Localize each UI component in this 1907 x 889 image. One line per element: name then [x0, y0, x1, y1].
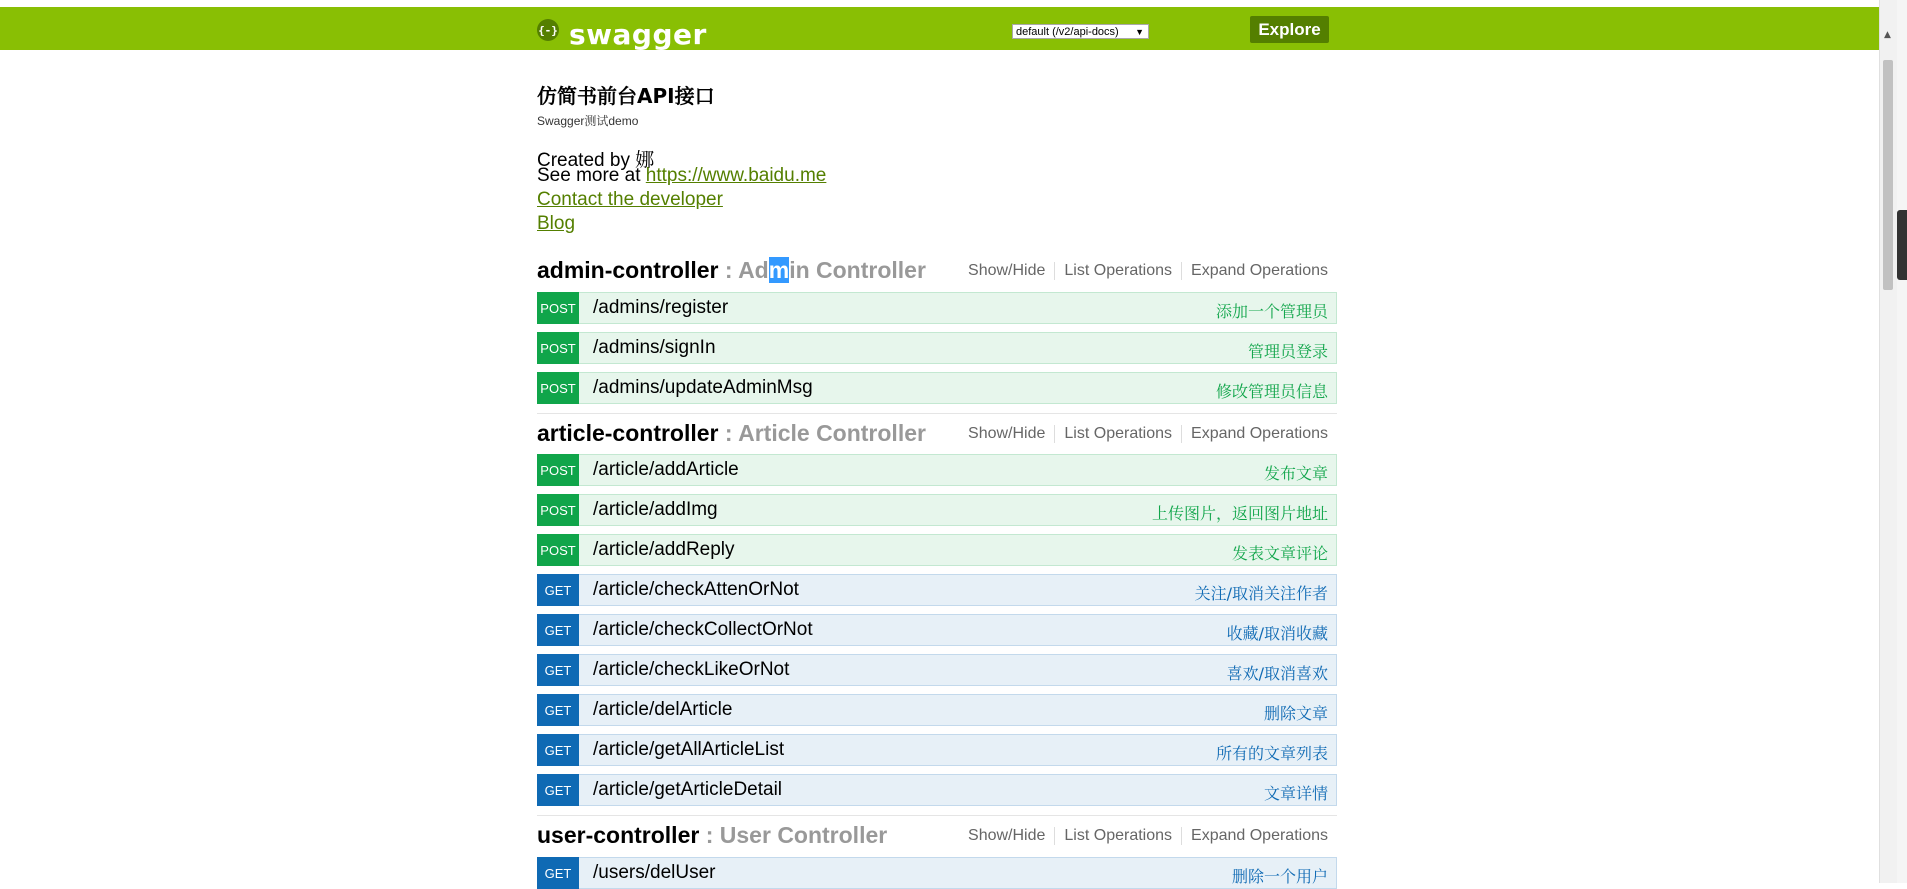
controller-options: [959, 827, 1328, 845]
operation-summary[interactable]: 管理员登录: [1247, 342, 1328, 361]
controller-name: article-controller: [537, 420, 719, 446]
operation-path[interactable]: /users/delUser: [593, 862, 716, 883]
operation-path[interactable]: /article/checkCollectOrNot: [593, 619, 813, 640]
operation-row[interactable]: [537, 494, 1337, 526]
method-badge[interactable]: POST: [537, 292, 579, 324]
operation-path[interactable]: /article/addImg: [593, 499, 718, 520]
operation-summary[interactable]: 删除文章: [1263, 704, 1328, 723]
top-bar: [0, 7, 1880, 50]
method-badge[interactable]: POST: [537, 494, 579, 526]
blog-link[interactable]: Blog: [537, 213, 576, 234]
operation-row[interactable]: [537, 614, 1337, 646]
method-badge[interactable]: POST: [537, 454, 579, 486]
controller-name: user-controller: [537, 822, 700, 848]
expand-operations-link[interactable]: Expand Operations: [1191, 827, 1328, 844]
operation-summary[interactable]: 添加一个管理员: [1215, 302, 1328, 321]
operation-summary[interactable]: 删除一个用户: [1231, 867, 1328, 886]
controller-description: [699, 822, 887, 848]
method-badge[interactable]: GET: [537, 694, 579, 726]
operation-path[interactable]: /admins/updateAdminMsg: [593, 377, 813, 398]
operation-row[interactable]: [537, 694, 1337, 726]
operation-row[interactable]: [537, 734, 1337, 766]
list-operations-link[interactable]: List Operations: [1055, 827, 1182, 845]
operation-row[interactable]: [537, 654, 1337, 686]
operation-row[interactable]: [537, 534, 1337, 566]
operation-path[interactable]: /admins/register: [593, 297, 729, 318]
operation-row[interactable]: [537, 454, 1337, 486]
scroll-up-arrow-icon[interactable]: ▲: [1884, 30, 1891, 40]
operation-summary[interactable]: 文章详情: [1263, 784, 1328, 803]
controller-desc-sep: :: [718, 420, 739, 446]
operation-path[interactable]: /article/checkLikeOrNot: [593, 659, 790, 680]
method-badge[interactable]: POST: [537, 332, 579, 364]
api-spec-select[interactable]: [1012, 24, 1149, 39]
vertical-scrollbar[interactable]: [1879, 0, 1897, 883]
operation-path[interactable]: /article/getArticleDetail: [593, 779, 783, 800]
see-more-link[interactable]: https://www.baidu.me: [645, 165, 827, 186]
operation-path[interactable]: /admins/signIn: [593, 337, 716, 358]
swagger-logo-icon: {-}: [537, 19, 559, 41]
expand-operations-link[interactable]: Expand Operations: [1191, 425, 1328, 442]
api-description: Swagger测试demo: [537, 114, 639, 128]
operation-summary[interactable]: 上传图片，返回图片地址: [1151, 504, 1328, 523]
operation-row[interactable]: [537, 332, 1337, 364]
operation-summary[interactable]: 关注/取消关注作者: [1194, 584, 1328, 603]
operation-row[interactable]: [537, 774, 1337, 806]
operation-path[interactable]: /article/addArticle: [593, 459, 739, 480]
section-divider: [537, 413, 1337, 414]
operation-summary[interactable]: 发表文章评论: [1231, 544, 1328, 563]
operation-summary[interactable]: 修改管理员信息: [1215, 382, 1328, 401]
method-badge[interactable]: GET: [537, 774, 579, 806]
dropdown-arrow-icon: ▼: [1135, 27, 1144, 37]
operation-summary[interactable]: 收藏/取消收藏: [1226, 624, 1328, 643]
operation-summary[interactable]: 发布文章: [1263, 464, 1328, 483]
operation-row[interactable]: [537, 292, 1337, 324]
controller-heading-admin: [537, 257, 1337, 287]
method-badge[interactable]: GET: [537, 857, 579, 889]
show-hide-link[interactable]: Show/Hide: [959, 425, 1055, 443]
side-widget[interactable]: [1897, 210, 1907, 280]
operation-path[interactable]: /article/addReply: [593, 539, 735, 560]
method-badge[interactable]: POST: [537, 534, 579, 566]
controller-heading-article: [537, 420, 1337, 450]
controller-desc-sep: :: [699, 822, 720, 848]
controller-options: [959, 425, 1328, 443]
list-operations-link[interactable]: List Operations: [1055, 425, 1182, 443]
see-more-label: See more at: [537, 165, 646, 186]
contact-developer-link[interactable]: Contact the developer: [537, 189, 723, 210]
controller-heading-user: [537, 822, 1337, 852]
api-spec-select-value: default (/v2/api-docs): [1016, 26, 1119, 38]
operation-path[interactable]: /article/checkAttenOrNot: [593, 579, 799, 600]
controller-desc-part: Ad: [738, 257, 769, 283]
controller-desc-sep: :: [718, 257, 739, 283]
operation-row[interactable]: [537, 857, 1337, 889]
api-title: 仿简书前台API接口: [537, 84, 715, 108]
method-badge[interactable]: POST: [537, 372, 579, 404]
controller-desc-part: Article Controller: [738, 420, 926, 446]
show-hide-link[interactable]: Show/Hide: [959, 827, 1055, 845]
swagger-logo[interactable]: [537, 13, 707, 51]
operation-summary[interactable]: 喜欢/取消喜欢: [1226, 664, 1328, 683]
expand-operations-link[interactable]: Expand Operations: [1191, 262, 1328, 279]
operation-row[interactable]: [537, 372, 1337, 404]
operation-path[interactable]: /article/getAllArticleList: [593, 739, 785, 760]
method-badge[interactable]: GET: [537, 734, 579, 766]
controller-desc-part: User Controller: [719, 822, 888, 848]
swagger-logo-text: swagger: [569, 17, 707, 51]
controller-options: [959, 262, 1328, 280]
controller-description: [718, 257, 925, 283]
controller-name: admin-controller: [537, 257, 719, 283]
operation-summary[interactable]: 所有的文章列表: [1215, 744, 1328, 763]
window-edge: [1897, 0, 1907, 883]
text-selection: m: [768, 257, 790, 283]
controller-description: [719, 420, 926, 446]
list-operations-link[interactable]: List Operations: [1055, 262, 1182, 280]
method-badge[interactable]: GET: [537, 654, 579, 686]
section-divider: [537, 815, 1337, 816]
controller-title[interactable]: [537, 822, 887, 849]
created-by: Created by 娜: [537, 150, 655, 171]
controller-title[interactable]: [537, 257, 926, 284]
operation-row[interactable]: [537, 574, 1337, 606]
explore-button[interactable]: Explore: [1250, 16, 1329, 43]
method-badge[interactable]: GET: [537, 614, 579, 646]
scroll-thumb[interactable]: [1883, 60, 1893, 290]
show-hide-link[interactable]: Show/Hide: [959, 262, 1055, 280]
controller-title[interactable]: [537, 420, 926, 447]
method-badge[interactable]: GET: [537, 574, 579, 606]
see-more-line: [537, 165, 826, 187]
operation-path[interactable]: /article/delArticle: [593, 699, 733, 720]
controller-desc-part: in Controller: [789, 257, 926, 283]
